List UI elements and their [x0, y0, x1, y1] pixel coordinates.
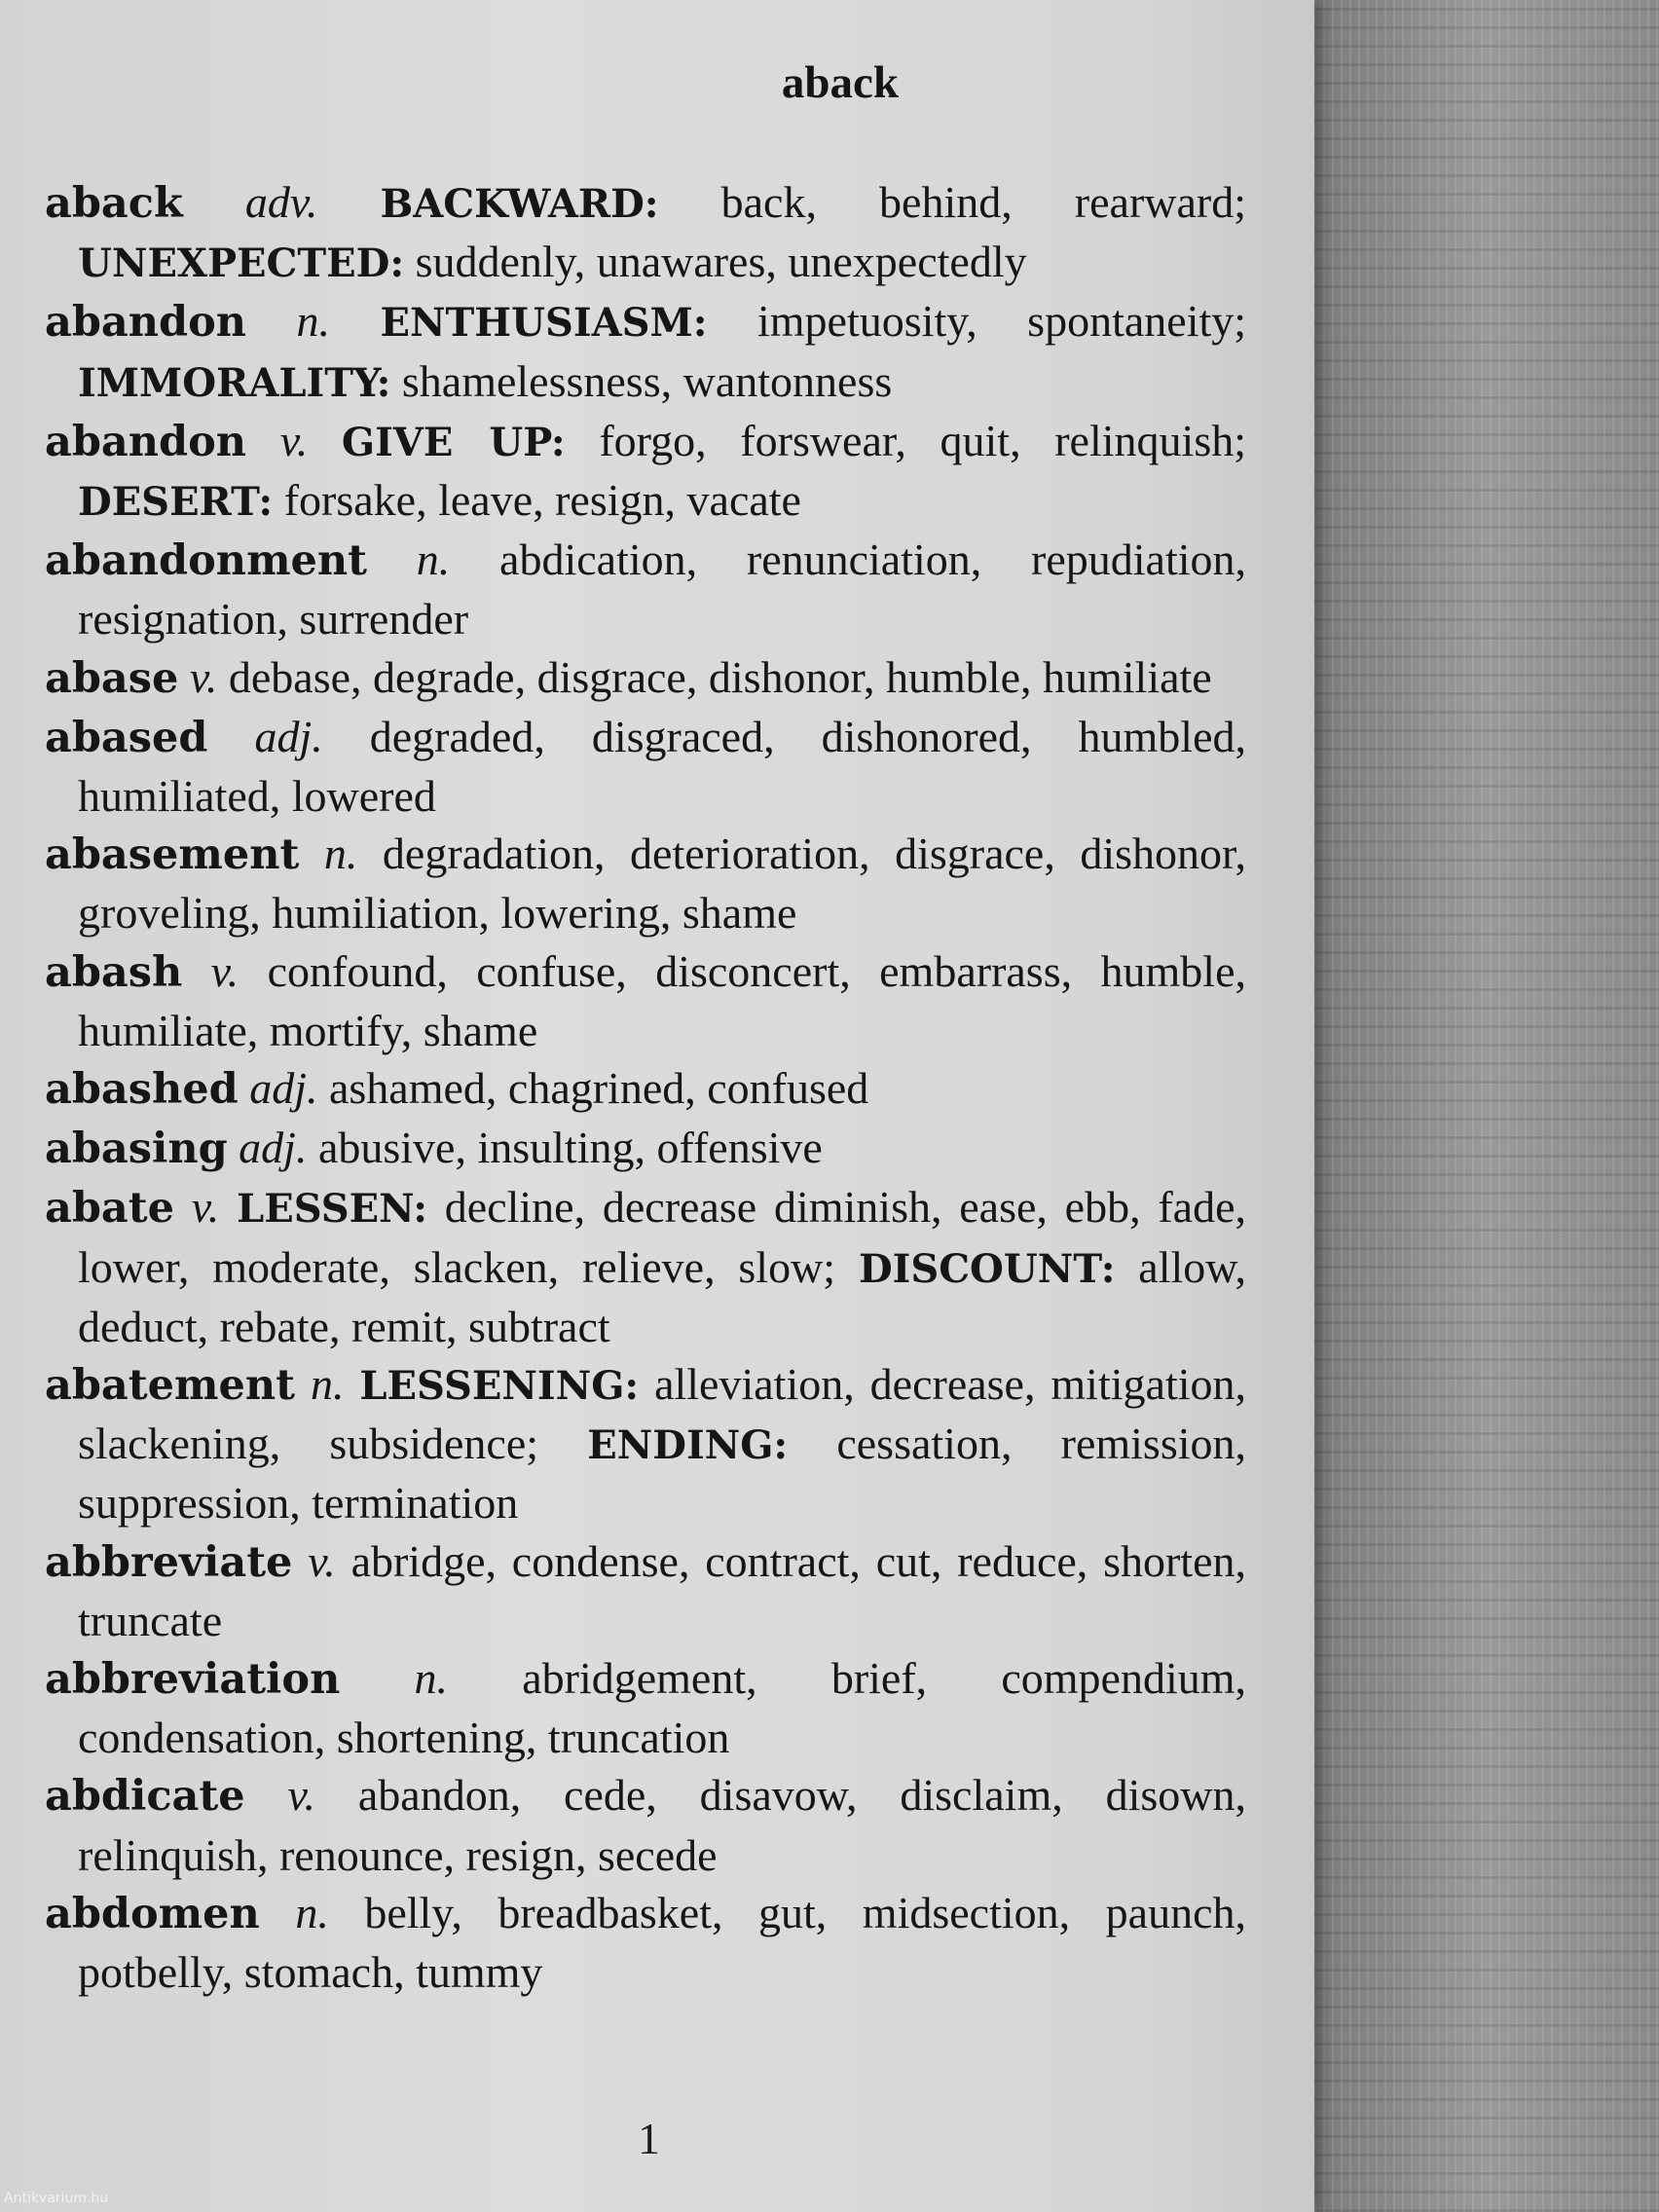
entry-synonyms: degraded, disgraced, dishonored, humbled, humiliated, lowered: [78, 711, 1247, 822]
entry-headword: aback: [45, 179, 183, 228]
entry-sense-label: IMMORALITY:: [78, 359, 391, 406]
entry-headword: abandonment: [45, 536, 368, 586]
entry-synonyms: decline, decrease diminish, ease, ebb, fade, lower, moderate, slacken, relieve, slow;: [78, 1182, 1247, 1292]
entry-part-of-speech: adj.: [254, 711, 323, 761]
entry-part-of-speech: n.: [323, 829, 358, 879]
dictionary-entry: [45, 1884, 1246, 2001]
entry-headword: abase: [45, 653, 179, 703]
entry-headword: abasing: [45, 1124, 228, 1174]
entry-part-of-speech: n.: [296, 296, 331, 347]
entry-part-of-speech: v.: [191, 1182, 220, 1233]
entry-part-of-speech: adj.: [239, 1123, 308, 1173]
entry-synonyms: alleviation, decrease, mitigation, slackening, subsidence;: [78, 1359, 1247, 1469]
dictionary-entry: [45, 1178, 1246, 1355]
entry-headword: abdicate: [45, 1772, 245, 1822]
entry-sense-label: ENTHUSIASM:: [380, 300, 708, 347]
entry-synonyms: abandon, cede, disavow, disclaim, disown, relinquish, renounce, resign, secede: [78, 1770, 1247, 1880]
dictionary-entry: [45, 648, 1246, 708]
dictionary-entry: [45, 825, 1246, 941]
entry-synonyms: shamelessness, wantonness: [401, 355, 893, 406]
entry-part-of-speech: n.: [310, 1359, 345, 1410]
entry-headword: abandon: [45, 298, 247, 348]
entry-synonyms: suddenly, unawares, unexpectedly: [415, 237, 1027, 287]
entry-synonyms: confound, confuse, disconcert, embarrass, humble, humiliate, mortify, shame: [78, 945, 1246, 1055]
entry-headword: abash: [45, 947, 183, 997]
dictionary-entry: [45, 1119, 1246, 1178]
entry-headword: abbreviate: [45, 1537, 293, 1587]
entry-sense-label: DISCOUNT:: [858, 1245, 1116, 1292]
entry-list: [45, 173, 1246, 2001]
entry-part-of-speech: adv.: [244, 177, 318, 227]
entry-synonyms: abusive, insulting, offensive: [317, 1123, 823, 1173]
watermark-text: Antikvarium.hu: [4, 2191, 109, 2206]
page-number: 1: [638, 2114, 660, 2163]
entry-headword: abatement: [45, 1361, 295, 1411]
entry-sense-label: LESSEN:: [237, 1186, 427, 1233]
dictionary-entry: [45, 292, 1246, 411]
entry-part-of-speech: n.: [416, 535, 451, 585]
entry-sense-label: GIVE UP:: [341, 419, 566, 465]
entry-sense-label: LESSENING:: [359, 1363, 640, 1410]
entry-part-of-speech: n.: [295, 1887, 329, 1937]
entry-synonyms: belly, breadbasket, gut, midsection, paunch, potbelly, stomach, tummy: [78, 1887, 1246, 1998]
entry-sense-label: BACKWARD:: [380, 181, 659, 227]
entry-headword: abased: [45, 713, 208, 762]
entry-part-of-speech: v.: [308, 1535, 336, 1586]
entry-synonyms: abdication, renunciation, repudiation, resignation, surrender: [78, 535, 1247, 645]
dictionary-entry: [45, 1766, 1246, 1883]
entry-part-of-speech: v.: [287, 1770, 315, 1821]
entry-synonyms: impetuosity, spontaneity;: [757, 296, 1247, 347]
dictionary-entry: [45, 1059, 1246, 1119]
entry-sense-label: DESERT:: [78, 479, 274, 526]
entry-headword: abasement: [45, 830, 300, 880]
entry-part-of-speech: v.: [210, 945, 240, 996]
entry-synonyms: forgo, forswear, quit, relinquish;: [599, 415, 1246, 465]
running-head: aback: [781, 57, 899, 108]
wood-background: [1314, 0, 1659, 2212]
entry-synonyms: cessation, remission, suppression, termination: [78, 1419, 1247, 1529]
entry-headword: abbreviation: [45, 1655, 341, 1705]
dictionary-entry: [45, 1355, 1246, 1532]
dictionary-entry: [45, 1649, 1246, 1766]
entry-part-of-speech: v.: [279, 415, 309, 465]
entry-synonyms: abridge, condense, contract, cut, reduce, shorten, truncate: [78, 1535, 1247, 1645]
entry-synonyms: abridgement, brief, compendium, condensation, shortening, truncation: [78, 1653, 1247, 1763]
dictionary-entry: [45, 412, 1246, 531]
entry-synonyms: forsake, leave, resign, vacate: [283, 475, 801, 526]
entry-synonyms: allow, deduct, rebate, remit, subtract: [78, 1241, 1247, 1351]
dictionary-entry: [45, 173, 1246, 292]
dictionary-entry: [45, 531, 1246, 647]
entry-headword: abdomen: [45, 1889, 260, 1938]
entry-synonyms: debase, degrade, disgrace, dishonor, humble, humiliate: [228, 651, 1212, 702]
dictionary-entry: [45, 708, 1246, 825]
entry-sense-label: UNEXPECTED:: [78, 240, 405, 287]
dictionary-entry: [45, 942, 1246, 1059]
entry-synonyms: ashamed, chagrined, confused: [328, 1063, 869, 1114]
entry-synonyms: degradation, deterioration, disgrace, dishonor, groveling, humiliation, lowering, shame: [78, 829, 1247, 939]
dictionary-entry: [45, 1532, 1246, 1649]
entry-headword: abate: [45, 1184, 175, 1234]
entry-synonyms: back, behind, rearward;: [720, 177, 1247, 227]
entry-part-of-speech: v.: [189, 651, 218, 702]
entry-headword: abashed: [45, 1065, 239, 1115]
entry-part-of-speech: n.: [414, 1653, 449, 1704]
entry-sense-label: ENDING:: [587, 1422, 789, 1469]
entry-part-of-speech: adj.: [249, 1063, 318, 1114]
entry-headword: abandon: [45, 417, 247, 466]
